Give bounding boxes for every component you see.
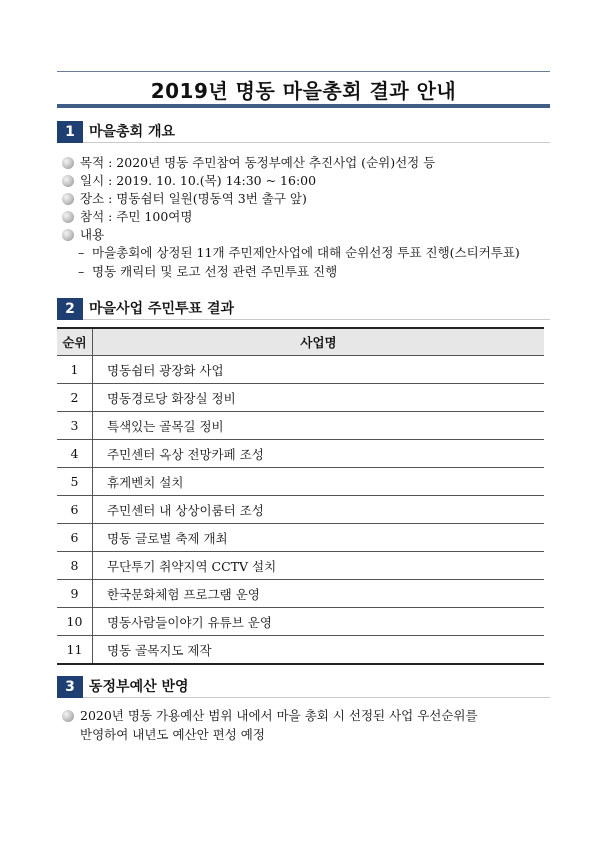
- bullet-icon: [62, 157, 74, 169]
- project-cell: 명동 골목지도 제작: [93, 636, 545, 665]
- table-row: [57, 608, 544, 636]
- section-3-rule: [83, 697, 550, 698]
- rank-cell: 3: [57, 412, 93, 440]
- section-2-rule: [83, 319, 550, 320]
- table-row: [57, 440, 544, 468]
- detail-item-1: – 마을총회에 상정된 11개 주민제안사업에 대해 순위선정 투표 진행(스티커투표): [78, 245, 520, 260]
- table-row: [57, 496, 544, 524]
- rank-cell: 6: [57, 496, 93, 524]
- table-row: [57, 636, 544, 665]
- table-row: [57, 468, 544, 496]
- table-row: [57, 384, 544, 412]
- project-cell: 명동 글로벌 축제 개최: [93, 524, 545, 552]
- table-row: [57, 412, 544, 440]
- project-cell: 명동경로당 화장실 정비: [93, 384, 545, 412]
- project-cell: 주민센터 옥상 전망카페 조성: [93, 440, 545, 468]
- bullet-icon: [62, 710, 74, 722]
- rank-cell: 5: [57, 468, 93, 496]
- project-cell: 휴게벤치 설치: [93, 468, 545, 496]
- vote-result-table: [57, 327, 544, 665]
- project-cell: 무단투기 취약지역 CCTV 설치: [93, 552, 545, 580]
- title-box: [57, 71, 550, 108]
- header-rank: 순위: [57, 328, 93, 356]
- dash-marker: –: [78, 245, 85, 260]
- page-title: 2019년 명동 마을총회 결과 안내: [150, 79, 457, 103]
- project-cell: 주민센터 내 상상이룸터 조성: [93, 496, 545, 524]
- section-1-title: 마을총회 개요: [89, 124, 176, 140]
- bullet-content: 내용: [62, 226, 104, 244]
- rank-cell: 6: [57, 524, 93, 552]
- bullet-purpose: 목적 : 2020년 명동 주민참여 동정부예산 추진사업 (순위)선정 등: [62, 154, 435, 172]
- budget-paragraph: [62, 706, 552, 744]
- section-1-number: 1: [57, 121, 83, 143]
- bullet-icon: [62, 175, 74, 187]
- title-bottom-rule: [57, 104, 550, 108]
- project-cell: 한국문화체험 프로그램 운영: [93, 580, 545, 608]
- rank-cell: 2: [57, 384, 93, 412]
- section-2-header: [57, 298, 550, 320]
- section-2-title: 마을사업 주민투표 결과: [89, 301, 234, 317]
- budget-text-line2: 반영하여 내년도 예산안 편성 예정: [80, 727, 265, 742]
- project-cell: 명동쉼터 광장화 사업: [93, 356, 545, 384]
- rank-cell: 11: [57, 636, 93, 665]
- rank-cell: 4: [57, 440, 93, 468]
- project-cell: 명동사람들이야기 유튜브 운영: [93, 608, 545, 636]
- budget-text-line1: 2020년 명동 가용예산 범위 내에서 마을 총회 시 선정된 사업 우선순위를: [80, 708, 478, 723]
- bullet-datetime: 일시 : 2019. 10. 10.(목) 14:30 ~ 16:00: [62, 172, 316, 190]
- section-1-rule: [83, 142, 550, 143]
- section-1-header: [57, 121, 550, 143]
- header-project: 사업명: [93, 328, 545, 356]
- table-header-row: [57, 328, 544, 356]
- bullet-icon: [62, 229, 74, 241]
- table-row: [57, 552, 544, 580]
- rank-cell: 8: [57, 552, 93, 580]
- table-row: [57, 356, 544, 384]
- rank-cell: 9: [57, 580, 93, 608]
- rank-cell: 1: [57, 356, 93, 384]
- rank-cell: 10: [57, 608, 93, 636]
- bullet-icon: [62, 211, 74, 223]
- project-cell: 특색있는 골목길 정비: [93, 412, 545, 440]
- section-3-number: 3: [57, 676, 83, 698]
- detail-item-2: – 명동 캐릭터 및 로고 선정 관련 주민투표 진행: [78, 264, 338, 279]
- bullet-location: 장소 : 명동쉼터 일원(명동역 3번 출구 앞): [62, 190, 307, 208]
- table-row: [57, 580, 544, 608]
- section-3-header: [57, 676, 550, 698]
- title-top-rule: [57, 71, 550, 72]
- section-3-title: 동정부예산 반영: [89, 679, 189, 695]
- bullet-icon: [62, 193, 74, 205]
- section-2-number: 2: [57, 298, 83, 320]
- dash-marker: –: [78, 264, 85, 279]
- bullet-attendance: 참석 : 주민 100여명: [62, 208, 192, 226]
- table-row: [57, 524, 544, 552]
